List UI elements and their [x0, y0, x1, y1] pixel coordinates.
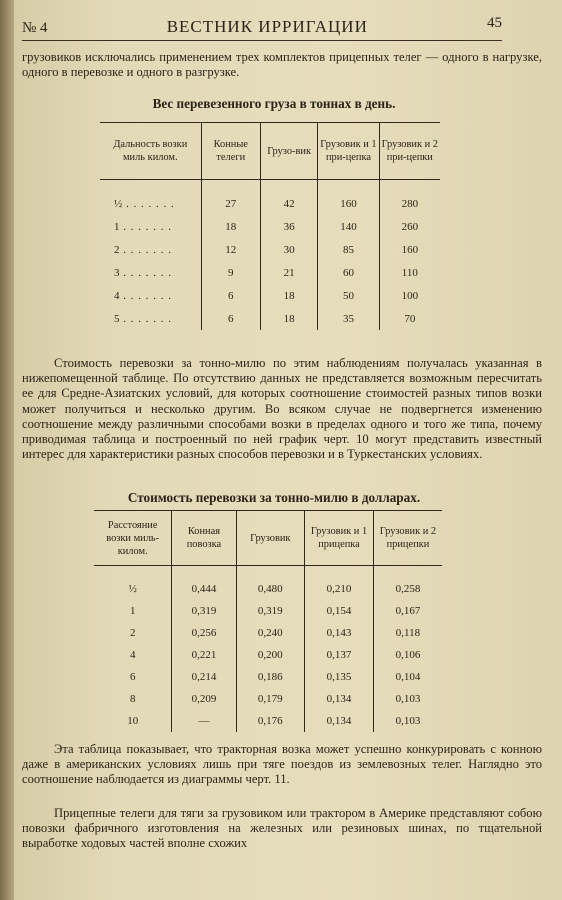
value-cell: 0,143 — [305, 622, 374, 644]
distance-cell: 3 . . . . . . . — [100, 261, 201, 284]
table2-header: Конная повозка — [172, 511, 236, 566]
value-cell: 0,154 — [305, 600, 374, 622]
value-cell: 0,137 — [305, 644, 374, 666]
value-cell: 0,167 — [395, 605, 421, 617]
value-cell: 18 — [260, 284, 317, 307]
value-cell: 0,214 — [172, 666, 236, 688]
table1-header: Грузо-вик — [260, 123, 317, 180]
distance-cell: ½ — [94, 578, 172, 600]
table-row — [94, 688, 442, 710]
table-cargo-weight — [100, 122, 440, 330]
value-cell: 12 — [201, 238, 260, 261]
value-cell: 0,209 — [172, 688, 236, 710]
value-cell: 0,104 — [395, 671, 421, 683]
value-cell: 280 — [401, 197, 419, 210]
table-row — [100, 261, 440, 284]
value-cell: — — [172, 710, 236, 732]
intro-paragraph: грузовиков исключались применением трех комплектов прицепных телег — одного в нагрузке, одного в перевозке и одного в разгрузке. — [22, 50, 542, 80]
distance-cell: 10 — [94, 710, 172, 732]
value-cell: 35 — [318, 307, 379, 330]
value-cell: 18 — [260, 307, 317, 330]
distance-cell: ½ . . . . . . . — [100, 192, 201, 215]
value-cell: 9 — [201, 261, 260, 284]
value-cell: 0,106 — [395, 649, 421, 661]
value-cell: 100 — [401, 289, 419, 302]
table1-caption: Вес перевезенного груза в тоннах в день. — [152, 96, 396, 111]
table1-header: Грузовик и 1 при-цепка — [318, 123, 379, 180]
value-cell: 60 — [318, 261, 379, 284]
value-cell: 18 — [201, 215, 260, 238]
value-cell: 110 — [401, 266, 418, 279]
value-cell: 0,258 — [395, 583, 421, 595]
table1-header: Грузовик и 2 при-цепки — [379, 123, 440, 180]
table-row — [94, 710, 442, 732]
value-cell: 0,103 — [395, 715, 421, 727]
value-cell: 42 — [260, 192, 317, 215]
value-cell: 70 — [404, 312, 416, 325]
table2-caption: Стоимость перевозки за тонно-милю в долларах. — [127, 490, 421, 505]
value-cell: 0,200 — [236, 644, 305, 666]
value-cell: 260 — [401, 220, 419, 233]
distance-cell: 6 — [94, 666, 172, 688]
table-row — [100, 238, 440, 261]
distance-cell: 2 — [94, 622, 172, 644]
value-cell: 85 — [318, 238, 379, 261]
table-cost-per-ton-mile — [94, 510, 442, 732]
distance-cell: 8 — [94, 688, 172, 710]
table2-header: Грузовик и 1 прицепка — [305, 511, 374, 566]
value-cell: 0,186 — [236, 666, 305, 688]
table1-header: Конные телеги — [201, 123, 260, 180]
value-cell: 0,118 — [395, 627, 421, 639]
value-cell: 27 — [201, 192, 260, 215]
value-cell: 50 — [318, 284, 379, 307]
journal-title: ВЕСТНИК ИРРИГАЦИИ — [166, 17, 368, 36]
page-number: 45 — [486, 15, 502, 31]
value-cell: 36 — [260, 215, 317, 238]
value-cell: 0,176 — [236, 710, 305, 732]
distance-cell: 5 . . . . . . . — [100, 307, 201, 330]
table-row — [100, 284, 440, 307]
distance-cell: 4 — [94, 644, 172, 666]
distance-cell: 1 . . . . . . . — [100, 215, 201, 238]
value-cell: 0,134 — [305, 688, 374, 710]
value-cell: 6 — [201, 284, 260, 307]
value-cell: 21 — [260, 261, 317, 284]
value-cell: 0,179 — [236, 688, 305, 710]
value-cell: 0,103 — [395, 693, 421, 705]
table-row — [100, 192, 440, 215]
paragraph-conclusion: Эта таблица показывает, что тракторная возка может успешно конкурировать с конною даже в американских условиях лишь при тяге поездов из землевозных телег. Наглядно это соотношение наблюдается из диаграммы черт. 11. — [22, 742, 542, 787]
book-spine — [0, 0, 14, 900]
value-cell: 6 — [201, 307, 260, 330]
paragraph-cost: Стоимость перевозки за тонно-милю по этим наблюдениям получалась указанная в нижепомещенной таблице. По отсутствию данных не представляется возможным пересчитать ее для Средне-Азиатских условий, для которых соотношение стоимостей разных типов возки может получиться и несколько другим. Во всяком случае не подвергнется изменению соотношение между различными способами возки в пределах одного и того же типа, почему приводимая таблица и построенный по ней график черт. 10 могут представить известный интерес для характеристики разных способов перевозки и в Туркестанских условиях. — [22, 356, 542, 462]
table-row — [94, 666, 442, 688]
value-cell: 0,134 — [305, 710, 374, 732]
issue-number: № 4 — [22, 20, 48, 36]
distance-cell: 1 — [94, 600, 172, 622]
table-row — [94, 622, 442, 644]
value-cell: 160 — [318, 192, 379, 215]
table2-header: Грузовик и 2 прицепки — [373, 511, 442, 566]
value-cell: 0,135 — [305, 666, 374, 688]
table-row — [94, 578, 442, 600]
value-cell: 140 — [318, 215, 379, 238]
distance-cell: 2 . . . . . . . — [100, 238, 201, 261]
distance-cell: 4 . . . . . . . — [100, 284, 201, 307]
value-cell: 0,319 — [236, 600, 305, 622]
value-cell: 0,221 — [172, 644, 236, 666]
value-cell: 0,210 — [305, 578, 374, 600]
value-cell: 30 — [260, 238, 317, 261]
value-cell: 0,444 — [172, 578, 236, 600]
value-cell: 0,256 — [172, 622, 236, 644]
table-row — [100, 307, 440, 330]
table-row — [94, 644, 442, 666]
table1-header: Дальность возки миль килом. — [100, 123, 201, 180]
paragraph-trailers: Прицепные телеги для тяги за грузовиком или трактором в Америке представляют собою повозки фабричного изготовления на железных или резиновых шинах, по тщательной выработке ходовых частей вполне схожих — [22, 806, 542, 851]
table-row — [100, 215, 440, 238]
value-cell: 160 — [401, 243, 419, 256]
table-row — [94, 600, 442, 622]
table2-header: Расстояние возки миль-килом. — [94, 511, 172, 566]
table2-header: Грузовик — [236, 511, 305, 566]
value-cell: 0,319 — [172, 600, 236, 622]
page-header — [22, 10, 502, 41]
value-cell: 0,240 — [236, 622, 305, 644]
value-cell: 0,480 — [236, 578, 305, 600]
